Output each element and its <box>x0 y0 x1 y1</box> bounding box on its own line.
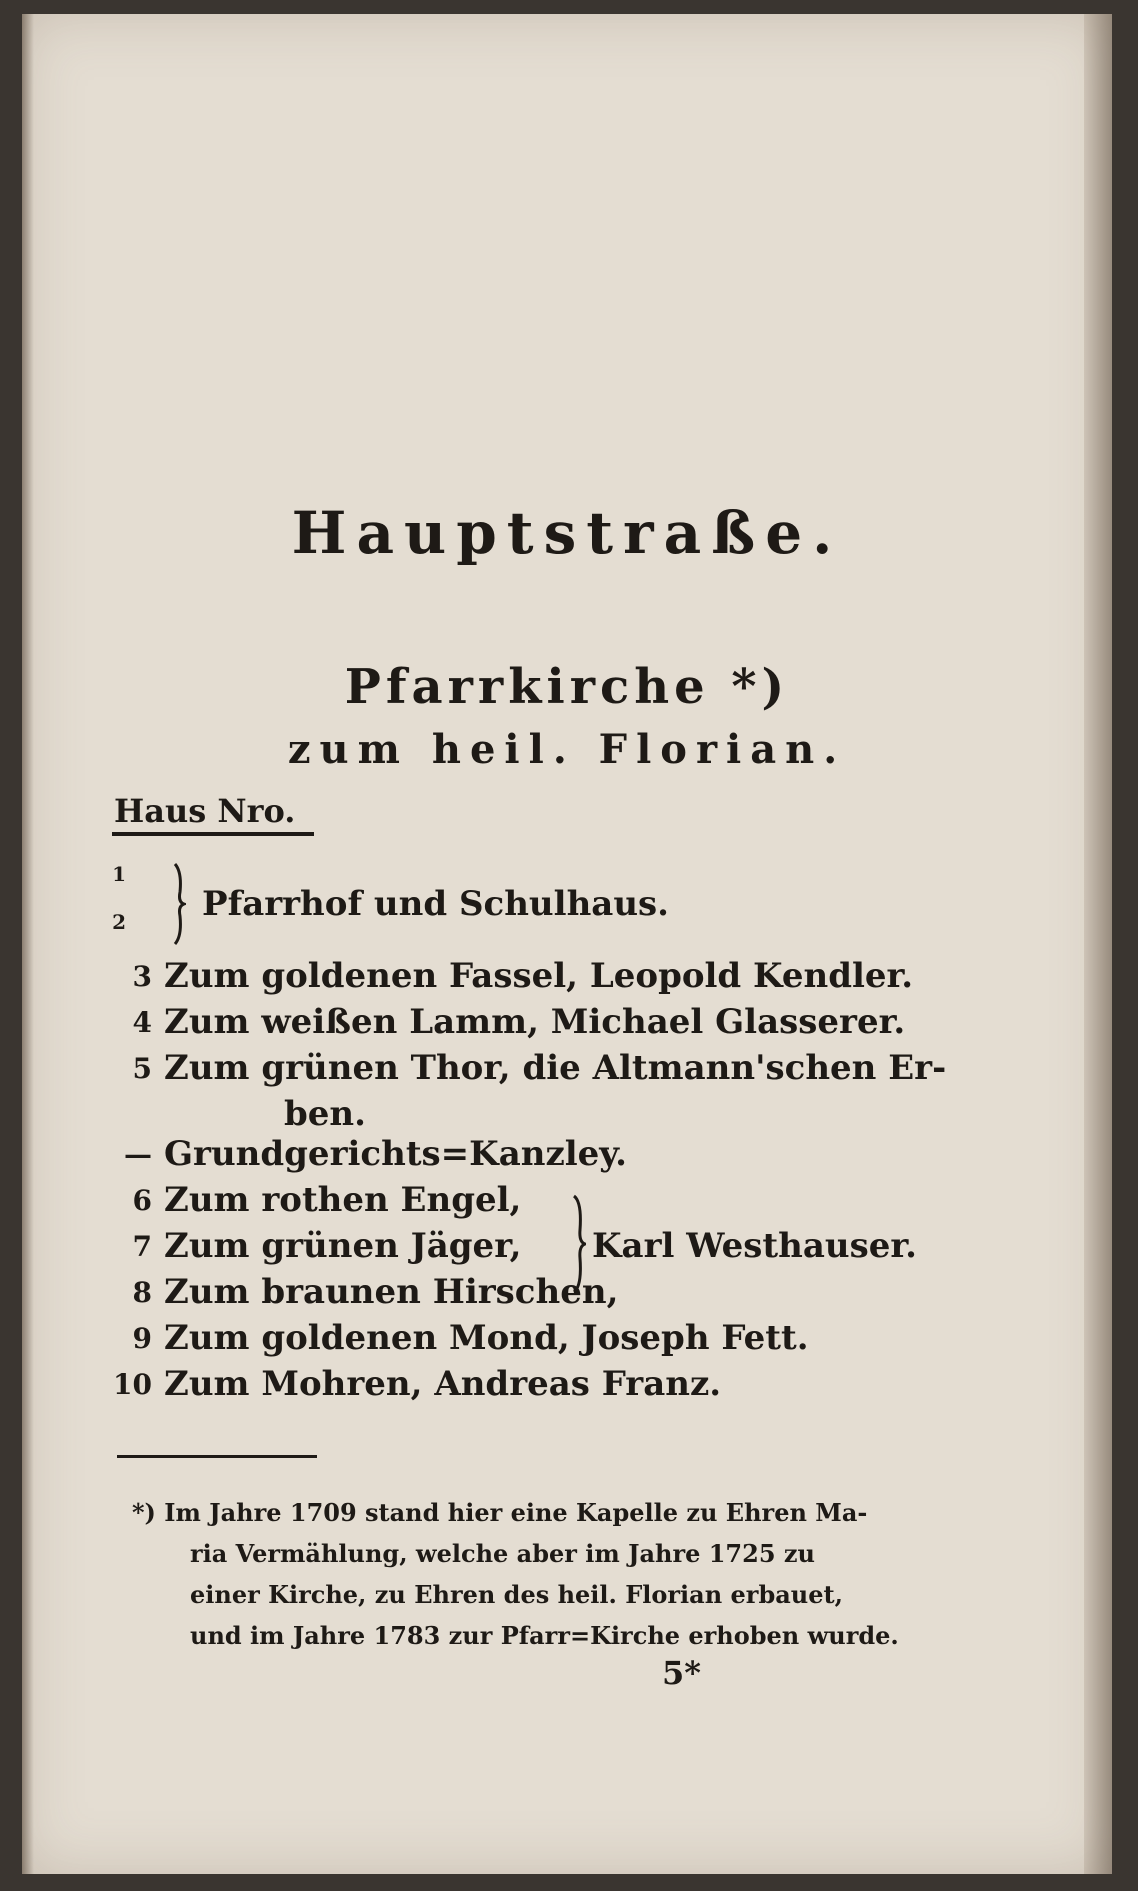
entry-number: 10 <box>113 1368 152 1401</box>
signature-mark: 5* <box>662 1654 701 1692</box>
left-brace-icon <box>172 862 186 946</box>
church-subtitle: zum heil. Florian. <box>287 726 847 773</box>
entry-text: Zum grünen Jäger, <box>164 1226 522 1266</box>
page-edge-shadow <box>1084 14 1112 1874</box>
entry-number: 5 <box>132 1052 152 1085</box>
footnote <box>132 1492 912 1656</box>
footnote-line: *) Im Jahre 1709 stand hier eine Kapelle zu Ehren Ma- <box>132 1498 868 1527</box>
entry-text: Zum rothen Engel, <box>164 1180 522 1220</box>
entry-text: Zum goldenen Fassel, Leopold Kendler. <box>164 956 914 996</box>
grouped-owner: Karl Westhauser. <box>592 1226 918 1266</box>
entry-number: 3 <box>132 960 152 993</box>
entry-number: 4 <box>132 1006 152 1039</box>
page-gutter-shadow <box>22 14 34 1874</box>
entry-text: Grundgerichts=Kanzley. <box>164 1134 628 1174</box>
entry-number: 1 <box>112 862 126 886</box>
page-title: Hauptstraße. <box>291 499 843 567</box>
book-page <box>22 14 1112 1874</box>
church-heading: Pfarrkirche *) <box>344 659 790 715</box>
footnote-line: ria Vermählung, welche aber im Jahre 1725 zu <box>190 1539 815 1568</box>
right-brace-icon <box>572 1194 586 1294</box>
entry-text: Pfarrhof und Schulhaus. <box>202 884 670 924</box>
entry-text: Zum weißen Lamm, Michael Glasserer. <box>164 1002 906 1042</box>
entry-text: Zum Mohren, Andreas Franz. <box>164 1364 722 1404</box>
entry-number: 2 <box>112 910 126 934</box>
footnote-rule <box>117 1455 317 1458</box>
entry-text-continuation: ben. <box>284 1094 366 1134</box>
column-heading: Haus Nro. <box>114 792 296 830</box>
entry-text: Zum braunen Hirschen, <box>164 1272 619 1312</box>
heading-rule <box>112 832 314 836</box>
entry-number: — <box>124 1138 152 1171</box>
entry-number: 6 <box>132 1184 152 1217</box>
entry-number: 7 <box>132 1230 152 1263</box>
footnote-line: und im Jahre 1783 zur Pfarr=Kirche erhoben wurde. <box>190 1621 899 1650</box>
entry-text: Zum grünen Thor, die Altmann'schen Er- <box>164 1048 947 1088</box>
entry-number: 8 <box>132 1276 152 1309</box>
entry-text: Zum goldenen Mond, Joseph Fett. <box>164 1318 809 1358</box>
footnote-line: einer Kirche, zu Ehren des heil. Florian erbauet, <box>190 1580 843 1609</box>
entry-number: 9 <box>132 1322 152 1355</box>
